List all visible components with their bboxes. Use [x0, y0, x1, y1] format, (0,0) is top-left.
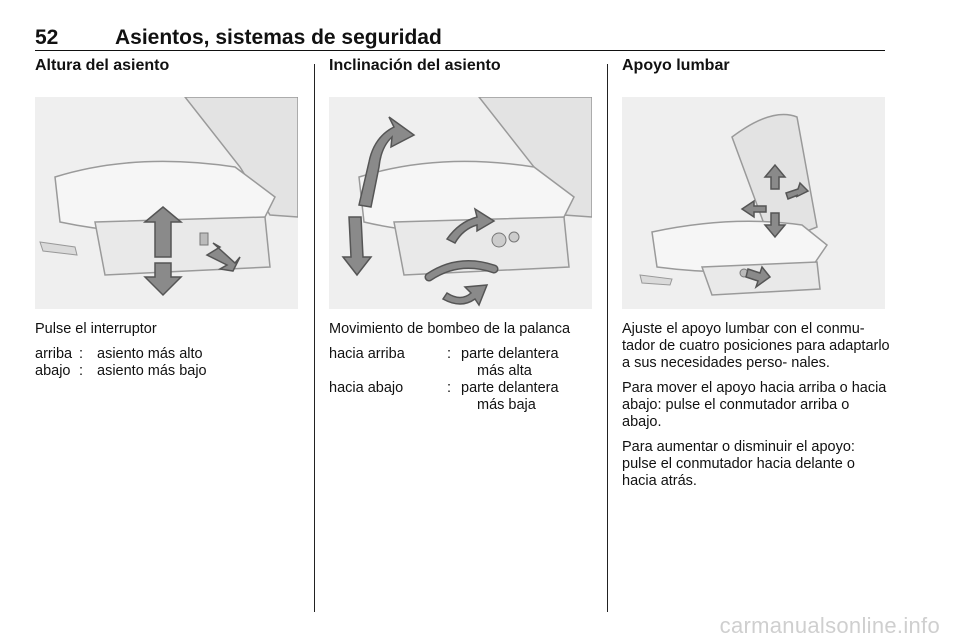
- paragraph: Para aumentar o disminuir el apoyo: pulse el conmutador hacia delante o hacia atrás.: [622, 439, 855, 489]
- term: hacia arriba: [329, 346, 405, 362]
- separator: :: [79, 363, 84, 379]
- section-seat-height: [35, 56, 305, 76]
- description: asiento más alto: [97, 346, 203, 362]
- section-heading: Altura del asiento: [35, 57, 170, 74]
- seat-height-text: [35, 321, 305, 380]
- lumbar-support-text: [622, 321, 890, 498]
- description: [461, 346, 559, 380]
- term: hacia abajo: [329, 380, 404, 396]
- separator: :: [79, 346, 84, 362]
- description-line: parte delantera: [461, 346, 559, 362]
- page-number: 52: [35, 26, 59, 49]
- section-heading: Inclinación del asiento: [329, 57, 501, 74]
- description-line: más baja: [477, 397, 536, 413]
- seat-tilt-text: [329, 321, 599, 414]
- lumbar-support-illustration: [622, 97, 885, 309]
- term: abajo: [35, 363, 71, 379]
- definition-list: [329, 346, 559, 414]
- definition-row: [329, 380, 559, 414]
- section-heading: Apoyo lumbar: [622, 57, 730, 74]
- paragraph: Para mover el apoyo hacia arriba o hacia abajo: pulse el conmutador arriba o abajo.: [622, 380, 887, 430]
- description-line: parte delantera: [461, 380, 559, 396]
- instruction-text: Pulse el interruptor: [35, 321, 157, 337]
- page-title: Asientos, sistemas de seguridad: [115, 26, 442, 49]
- seat-height-illustration: [35, 97, 298, 309]
- page-header: [35, 24, 885, 51]
- separator: :: [447, 380, 452, 396]
- description: [461, 380, 559, 414]
- definition-row: [35, 346, 207, 363]
- separator: :: [447, 346, 452, 362]
- instruction-text: Movimiento de bombeo de la palanca: [329, 321, 571, 337]
- column-divider: [314, 64, 315, 612]
- description: asiento más bajo: [97, 363, 207, 379]
- definition-list: [35, 346, 207, 380]
- seat-tilt-illustration: [329, 97, 592, 309]
- definition-row: [35, 363, 207, 380]
- column-divider: [607, 64, 608, 612]
- watermark: carmanualsonline.info: [719, 613, 940, 638]
- section-seat-tilt: [329, 56, 599, 76]
- description-line: más alta: [477, 363, 532, 379]
- term: arriba: [35, 346, 73, 362]
- definition-row: [329, 346, 559, 380]
- section-lumbar-support: [622, 56, 892, 76]
- paragraph: Ajuste el apoyo lumbar con el conmu- tador de cuatro posiciones para adaptarlo a sus necesidades perso- nales.: [622, 321, 890, 371]
